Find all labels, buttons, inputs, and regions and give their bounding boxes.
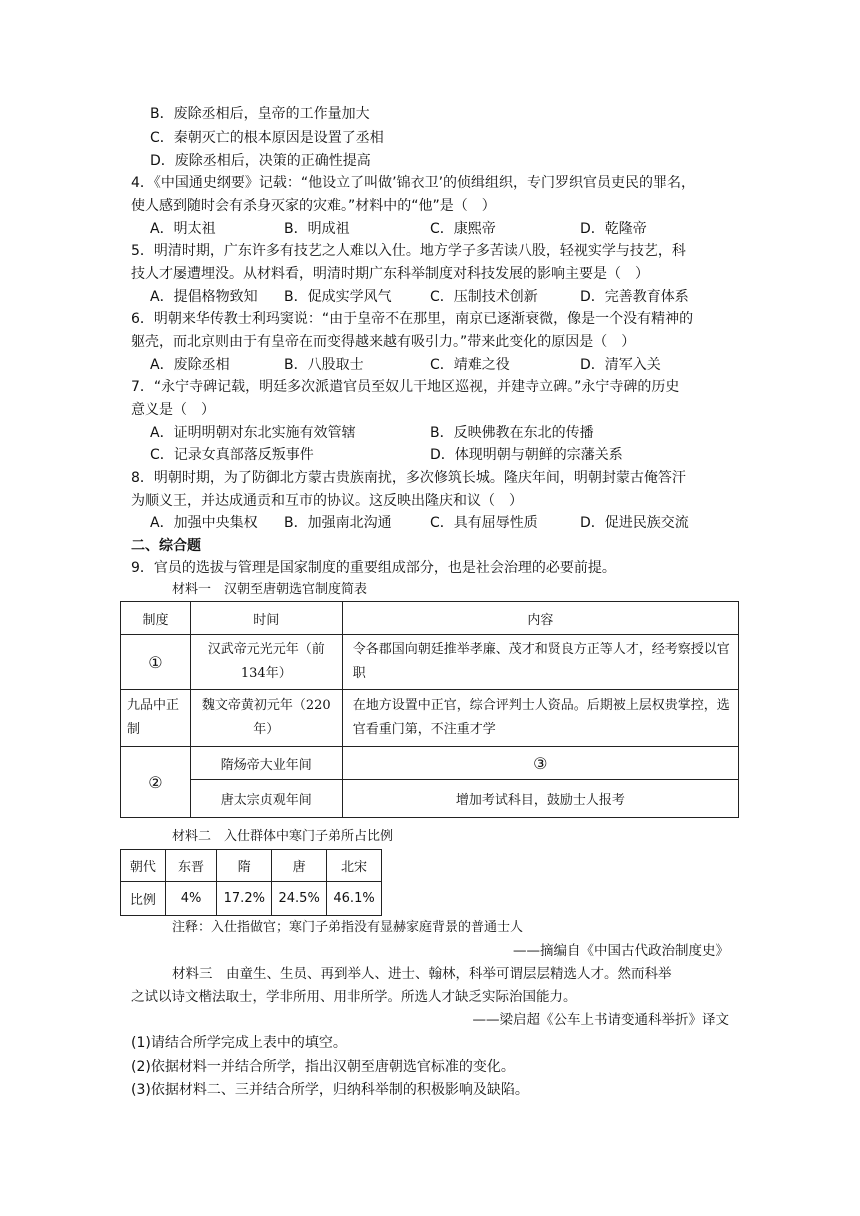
table2-cell: 比例 <box>121 882 166 916</box>
q5-option-b: B．促成实学风气 <box>284 289 392 305</box>
table1-cell-time: 唐太宗贞观年间 <box>190 780 342 818</box>
q6-option-c: C．靖难之役 <box>430 357 510 373</box>
table2-cell: 朝代 <box>121 850 166 882</box>
q6-option-d: D．清军入关 <box>580 357 661 373</box>
q7-option-c: C．记录女真部落反叛事件 <box>150 447 314 463</box>
q7-option-d: D．体现明朝与朝鲜的宗藩关系 <box>430 447 623 463</box>
q9-intro: 9．官员的选拔与管理是国家制度的重要组成部分，也是社会治理的必要前提。 <box>131 560 616 576</box>
q8-option-c: C．具有屈辱性质 <box>430 515 538 531</box>
table1-header-row <box>121 602 739 635</box>
q3-option-d: D．废除丞相后，决策的正确性提高 <box>150 153 371 169</box>
q8-option-b: B．加强南北沟通 <box>284 515 392 531</box>
q4-option-d: D．乾隆帝 <box>580 221 647 237</box>
q4-option-a: A．明太祖 <box>150 221 216 237</box>
sub-question-1: (1)请结合所学完成上表中的填空。 <box>131 1035 347 1051</box>
q5-option-d: D．完善教育体系 <box>580 289 689 305</box>
table2-cell: 北宋 <box>327 850 382 882</box>
q4-stem-line2: 使人感到随时会有杀身灭家的灾难。”材料中的“他”是（ ） <box>131 198 496 214</box>
table2-row-ratio <box>121 882 382 916</box>
table1-cell-content: 增加考试科目，鼓励士人报考 <box>342 780 738 818</box>
table1-cell-content: 令各郡国向朝廷推举孝廉、茂才和贤良方正等人才，经考察授以官职 <box>342 635 738 690</box>
table1-header: 制度 <box>121 602 191 635</box>
table1-header: 时间 <box>190 602 342 635</box>
ratio-table <box>120 849 382 916</box>
q7-stem-line1: 7．“永宁寺碑记载，明廷多次派遣官员至奴儿干地区巡视，并建寺立碑。”永宁寺碑的历史 <box>131 379 680 395</box>
q5-option-c: C．压制技术创新 <box>430 289 538 305</box>
table2-note: 注释：入仕指做官；寒门子弟指没有显赫家庭背景的普通士人 <box>172 920 524 935</box>
q6-option-a: A．废除丞相 <box>150 357 230 373</box>
q5-stem-line1: 5．明清时期，广东许多有技艺之人难以入仕。地方学子多苦读八股，轻视实学与技艺，科 <box>131 243 686 259</box>
section-heading: 二、综合题 <box>131 538 201 554</box>
sub-question-2: (2)依据材料一并结合所学，指出汉朝至唐朝选官标准的变化。 <box>131 1059 515 1075</box>
source-citation-1: ——摘编自《中国古代政治制度史》 <box>513 943 729 959</box>
q8-stem-line2: 为顺义王，并达成通贡和互市的协议。这反映出隆庆和议（ ） <box>131 493 523 509</box>
selection-system-table <box>120 601 739 818</box>
table2-cell: 东晋 <box>165 850 217 882</box>
table1-row <box>121 690 739 747</box>
q8-option-d: D．促进民族交流 <box>580 515 689 531</box>
table1-cell-content: ③ <box>342 747 738 780</box>
q6-stem-line1: 6．明朝来华传教士利玛窦说：“由于皇帝不在那里，南京已逐渐衰微，像是一个没有精神的 <box>131 311 694 327</box>
table1-row <box>121 747 739 780</box>
table1-cell-system: 九品中正制 <box>121 690 191 747</box>
table2-cell: 24.5% <box>272 882 327 916</box>
table1-row <box>121 780 739 818</box>
table2-cell: 46.1% <box>327 882 382 916</box>
table1-cell-system: ② <box>121 747 191 818</box>
q3-option-c: C．秦朝灭亡的根本原因是设置了丞相 <box>150 130 384 146</box>
table1-cell-time: 汉武帝元光元年（前134年） <box>190 635 342 690</box>
q5-stem-line2: 技人才屡遭埋没。从材料看，明清时期广东科举制度对科技发展的影响主要是（ ） <box>131 266 649 282</box>
q6-option-b: B．八股取士 <box>284 357 364 373</box>
q4-option-c: C．康熙帝 <box>430 221 496 237</box>
table2-row-dynasty <box>121 850 382 882</box>
table2-cell: 4% <box>165 882 217 916</box>
source-citation-2: ——梁启超《公车上书请变通科举折》译文 <box>472 1012 729 1028</box>
q4-stem-line1: 4．《中国通史纲要》记载：“他设立了叫做’锦衣卫’的侦缉组织，专门罗织官员吏民的罪名， <box>131 175 696 191</box>
table1-row <box>121 635 739 690</box>
q8-option-a: A．加强中央集权 <box>150 515 258 531</box>
q4-option-b: B．明成祖 <box>284 221 350 237</box>
table1-header: 内容 <box>342 602 738 635</box>
material3-line1: 材料三 由童生、生员、再到举人、进士、翰林，科举可谓层层精选人才。然而科举 <box>172 966 672 982</box>
table1-cell-system: ① <box>121 635 191 690</box>
table1-cell-time: 隋炀帝大业年间 <box>190 747 342 780</box>
q5-option-a: A．提倡格物致知 <box>150 289 258 305</box>
material1-title: 材料一 汉朝至唐朝选官制度简表 <box>172 582 368 597</box>
q8-stem-line1: 8．明朝时期，为了防御北方蒙古贵族南扰，多次修筑长城。隆庆年间，明朝封蒙古俺答汗 <box>131 470 686 486</box>
table1-cell-time: 魏文帝黄初元年（220年） <box>190 690 342 747</box>
table2-cell: 17.2% <box>217 882 272 916</box>
q7-option-b: B．反映佛教在东北的传播 <box>430 425 594 441</box>
material3-line2: 之试以诗文楷法取士，学非所用、用非所学。所选人才缺乏实际治国能力。 <box>131 989 577 1005</box>
table2-cell: 唐 <box>272 850 327 882</box>
q7-stem-line2: 意义是（ ） <box>131 402 215 418</box>
q7-option-a: A．证明明朝对东北实施有效管辖 <box>150 425 356 441</box>
q6-stem-line2: 躯壳，而北京则由于有皇帝在而变得越来越有吸引力。”带来此变化的原因是（ ） <box>131 334 636 350</box>
table2-cell: 隋 <box>217 850 272 882</box>
q3-option-b: B．废除丞相后，皇帝的工作量加大 <box>150 106 370 122</box>
sub-question-3: (3)依据材料二、三并结合所学，归纳科举制的积极影响及缺陷。 <box>131 1082 529 1098</box>
table1-cell-content: 在地方设置中正官，综合评判士人资品。后期被上层权贵掌控，选官看重门第，不注重才学 <box>342 690 738 747</box>
material2-title: 材料二 入仕群体中寒门子弟所占比例 <box>172 829 394 844</box>
